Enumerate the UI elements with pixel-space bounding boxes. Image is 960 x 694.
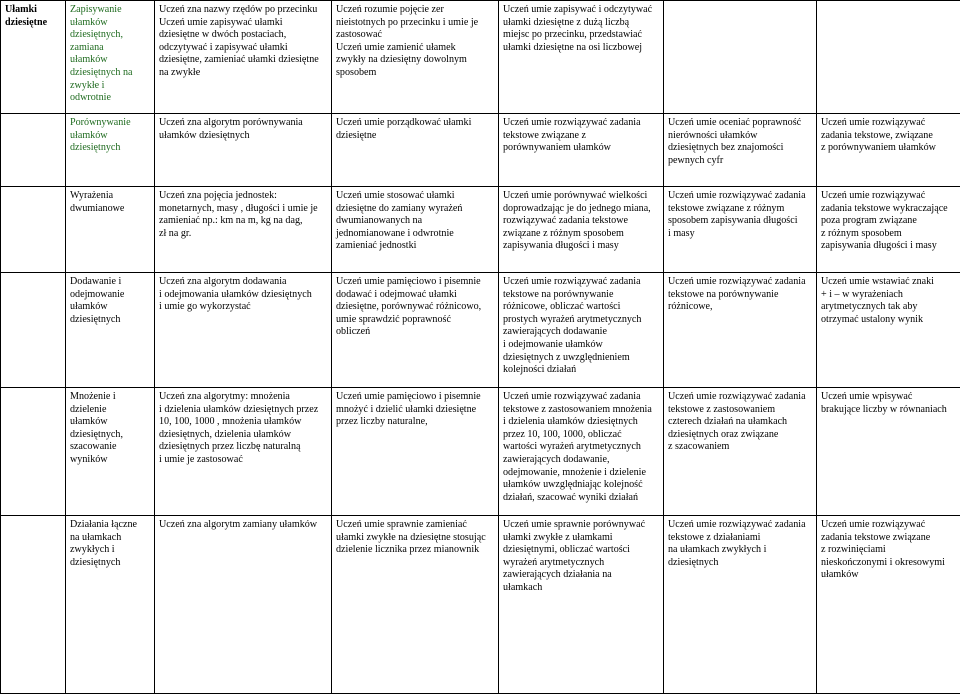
- topic-cell: Działania łączne na ułamkach zwykłych i dziesiętnych: [66, 516, 155, 694]
- table-row: [1, 114, 960, 187]
- requirement-cell: Uczeń zna algorytmy: mnożenia i dzielenia ułamków dziesiętnych przez 10, 100, 1000 , mnożenia ułamków dziesiętnych, dzielenia ułamków dziesiętnych przez liczbę naturalną i umie je zastosować: [155, 388, 332, 516]
- requirement-cell: Uczeń umie rozwiązywać zadania tekstowe, związane z porównywaniem ułamków: [817, 114, 960, 187]
- requirement-cell: [664, 1, 817, 114]
- requirement-cell: Uczeń umie wpisywać brakujące liczby w równaniach: [817, 388, 960, 516]
- requirement-cell: Uczeń umie rozwiązywać zadania tekstowe z zastosowaniem czterech działań na ułamkach dziesiętnych oraz związane z szacowaniem: [664, 388, 817, 516]
- requirement-cell: Uczeń umie rozwiązywać zadania tekstowe na porównywanie różnicowe,: [664, 273, 817, 388]
- requirement-cell: Uczeń umie pamięciowo i pisemnie dodawać i odejmować ułamki dziesiętne, porównywać różnicowo, umie sprawdzić poprawność obliczeń: [332, 273, 499, 388]
- blank-cell: [1, 388, 66, 516]
- requirement-cell: Uczeń umie porównywać wielkości doprowadzając je do jednego miana, rozwiązywać zadania tekstowe związane z różnym sposobem zapisywania długości i masy: [499, 187, 664, 273]
- requirement-cell: Uczeń zna nazwy rzędów po przecinku Uczeń umie zapisywać ułamki dziesiętne w dwóch postaciach, odczytywać i zapisywać ułamki dziesiętne, zamieniać ułamki dziesiętne na zwykłe: [155, 1, 332, 114]
- requirement-cell: Uczeń zna algorytm dodawania i odejmowania ułamków dziesiętnych i umie go wykorzystać: [155, 273, 332, 388]
- table-row: [1, 1, 960, 114]
- requirement-cell: Uczeń umie stosować ułamki dziesiętne do zamiany wyrażeń dwumianowanych na jednomianowane i odwrotnie zamieniać jednostki: [332, 187, 499, 273]
- topic-cell: Porównywanie ułamków dziesiętnych: [66, 114, 155, 187]
- requirement-cell: Uczeń umie wstawiać znaki + i – w wyrażeniach arytmetycznych tak aby otrzymać ustalony wynik: [817, 273, 960, 388]
- topic-cell: Zapisywanie ułamków dziesiętnych, zamiana ułamków dziesiętnych na zwykłe i odwrotnie: [66, 1, 155, 114]
- requirement-cell: Uczeń umie rozwiązywać zadania tekstowe na porównywanie różnicowe, obliczać wartości prostych wyrażeń arytmetycznych zawierających dodawanie i odejmowanie ułamków dziesiętnych z uwzględnieniem kolejności działań: [499, 273, 664, 388]
- topic-cell: Wyrażenia dwumianowe: [66, 187, 155, 273]
- blank-cell: [1, 114, 66, 187]
- table-row: [1, 273, 960, 388]
- requirement-cell: Uczeń umie rozwiązywać zadania tekstowe z działaniami na ułamkach zwykłych i dziesiętnych: [664, 516, 817, 694]
- section-title: Ułamki dziesiętne: [1, 1, 66, 114]
- blank-cell: [1, 516, 66, 694]
- requirement-cell: Uczeń umie porządkować ułamki dziesiętne: [332, 114, 499, 187]
- requirement-cell: Uczeń rozumie pojęcie zer nieistotnych po przecinku i umie je zastosować Uczeń umie zamienić ułamek zwykły na dziesiętny dowolnym sposobem: [332, 1, 499, 114]
- topic-cell: Mnożenie i dzielenie ułamków dziesiętnych, szacowanie wyników: [66, 388, 155, 516]
- requirement-cell: Uczeń umie rozwiązywać zadania tekstowe związane z różnym sposobem zapisywania długości i masy: [664, 187, 817, 273]
- table-row: [1, 516, 960, 694]
- requirement-cell: Uczeń umie rozwiązywać zadania tekstowe związane z porównywaniem ułamków: [499, 114, 664, 187]
- requirement-cell: Uczeń umie rozwiązywać zadania tekstowe z zastosowaniem mnożenia i dzielenia ułamków dziesiętnych przez 10, 100, 1000, obliczać wartości wyrażeń arytmetycznych zawierających dodawanie, odejmowanie, mnożenie i dzielenie ułamków uwzględniając kolejność działań, szacować wyniki działań: [499, 388, 664, 516]
- requirement-cell: Uczeń umie rozwiązywać zadania tekstowe związane z rozwinięciami nieskończonymi i okresowymi ułamków: [817, 516, 960, 694]
- requirement-cell: [817, 1, 960, 114]
- table-row: [1, 388, 960, 516]
- blank-cell: [1, 273, 66, 388]
- requirement-cell: Uczeń umie sprawnie porównywać ułamki zwykłe z ułamkami dziesiętnymi, obliczać wartości wyrażeń arytmetycznych zawierających działania na ułamkach: [499, 516, 664, 694]
- requirement-cell: Uczeń umie oceniać poprawność nierówności ułamków dziesiętnych bez znajomości pewnych cyfr: [664, 114, 817, 187]
- requirement-cell: Uczeń zna pojęcia jednostek: monetarnych, masy , długości i umie je zamieniać np.: km na m, kg na dag, zł na gr.: [155, 187, 332, 273]
- table-row: [1, 187, 960, 273]
- requirement-cell: Uczeń umie pamięciowo i pisemnie mnożyć i dzielić ułamki dziesiętne przez liczby naturalne,: [332, 388, 499, 516]
- requirement-cell: Uczeń umie zapisywać i odczytywać ułamki dziesiętne z dużą liczbą miejsc po przecinku, przedstawiać ułamki dziesiętne na osi liczbowej: [499, 1, 664, 114]
- requirement-cell: Uczeń umie rozwiązywać zadania tekstowe wykraczające poza program związane z różnym sposobem zapisywania długości i masy: [817, 187, 960, 273]
- topic-cell: Dodawanie i odejmowanie ułamków dziesiętnych: [66, 273, 155, 388]
- requirement-cell: Uczeń zna algorytm zamiany ułamków: [155, 516, 332, 694]
- requirement-cell: Uczeń umie sprawnie zamieniać ułamki zwykłe na dziesiętne stosując dzielenie licznika przez mianownik: [332, 516, 499, 694]
- requirement-cell: Uczeń zna algorytm porównywania ułamków dziesiętnych: [155, 114, 332, 187]
- blank-cell: [1, 187, 66, 273]
